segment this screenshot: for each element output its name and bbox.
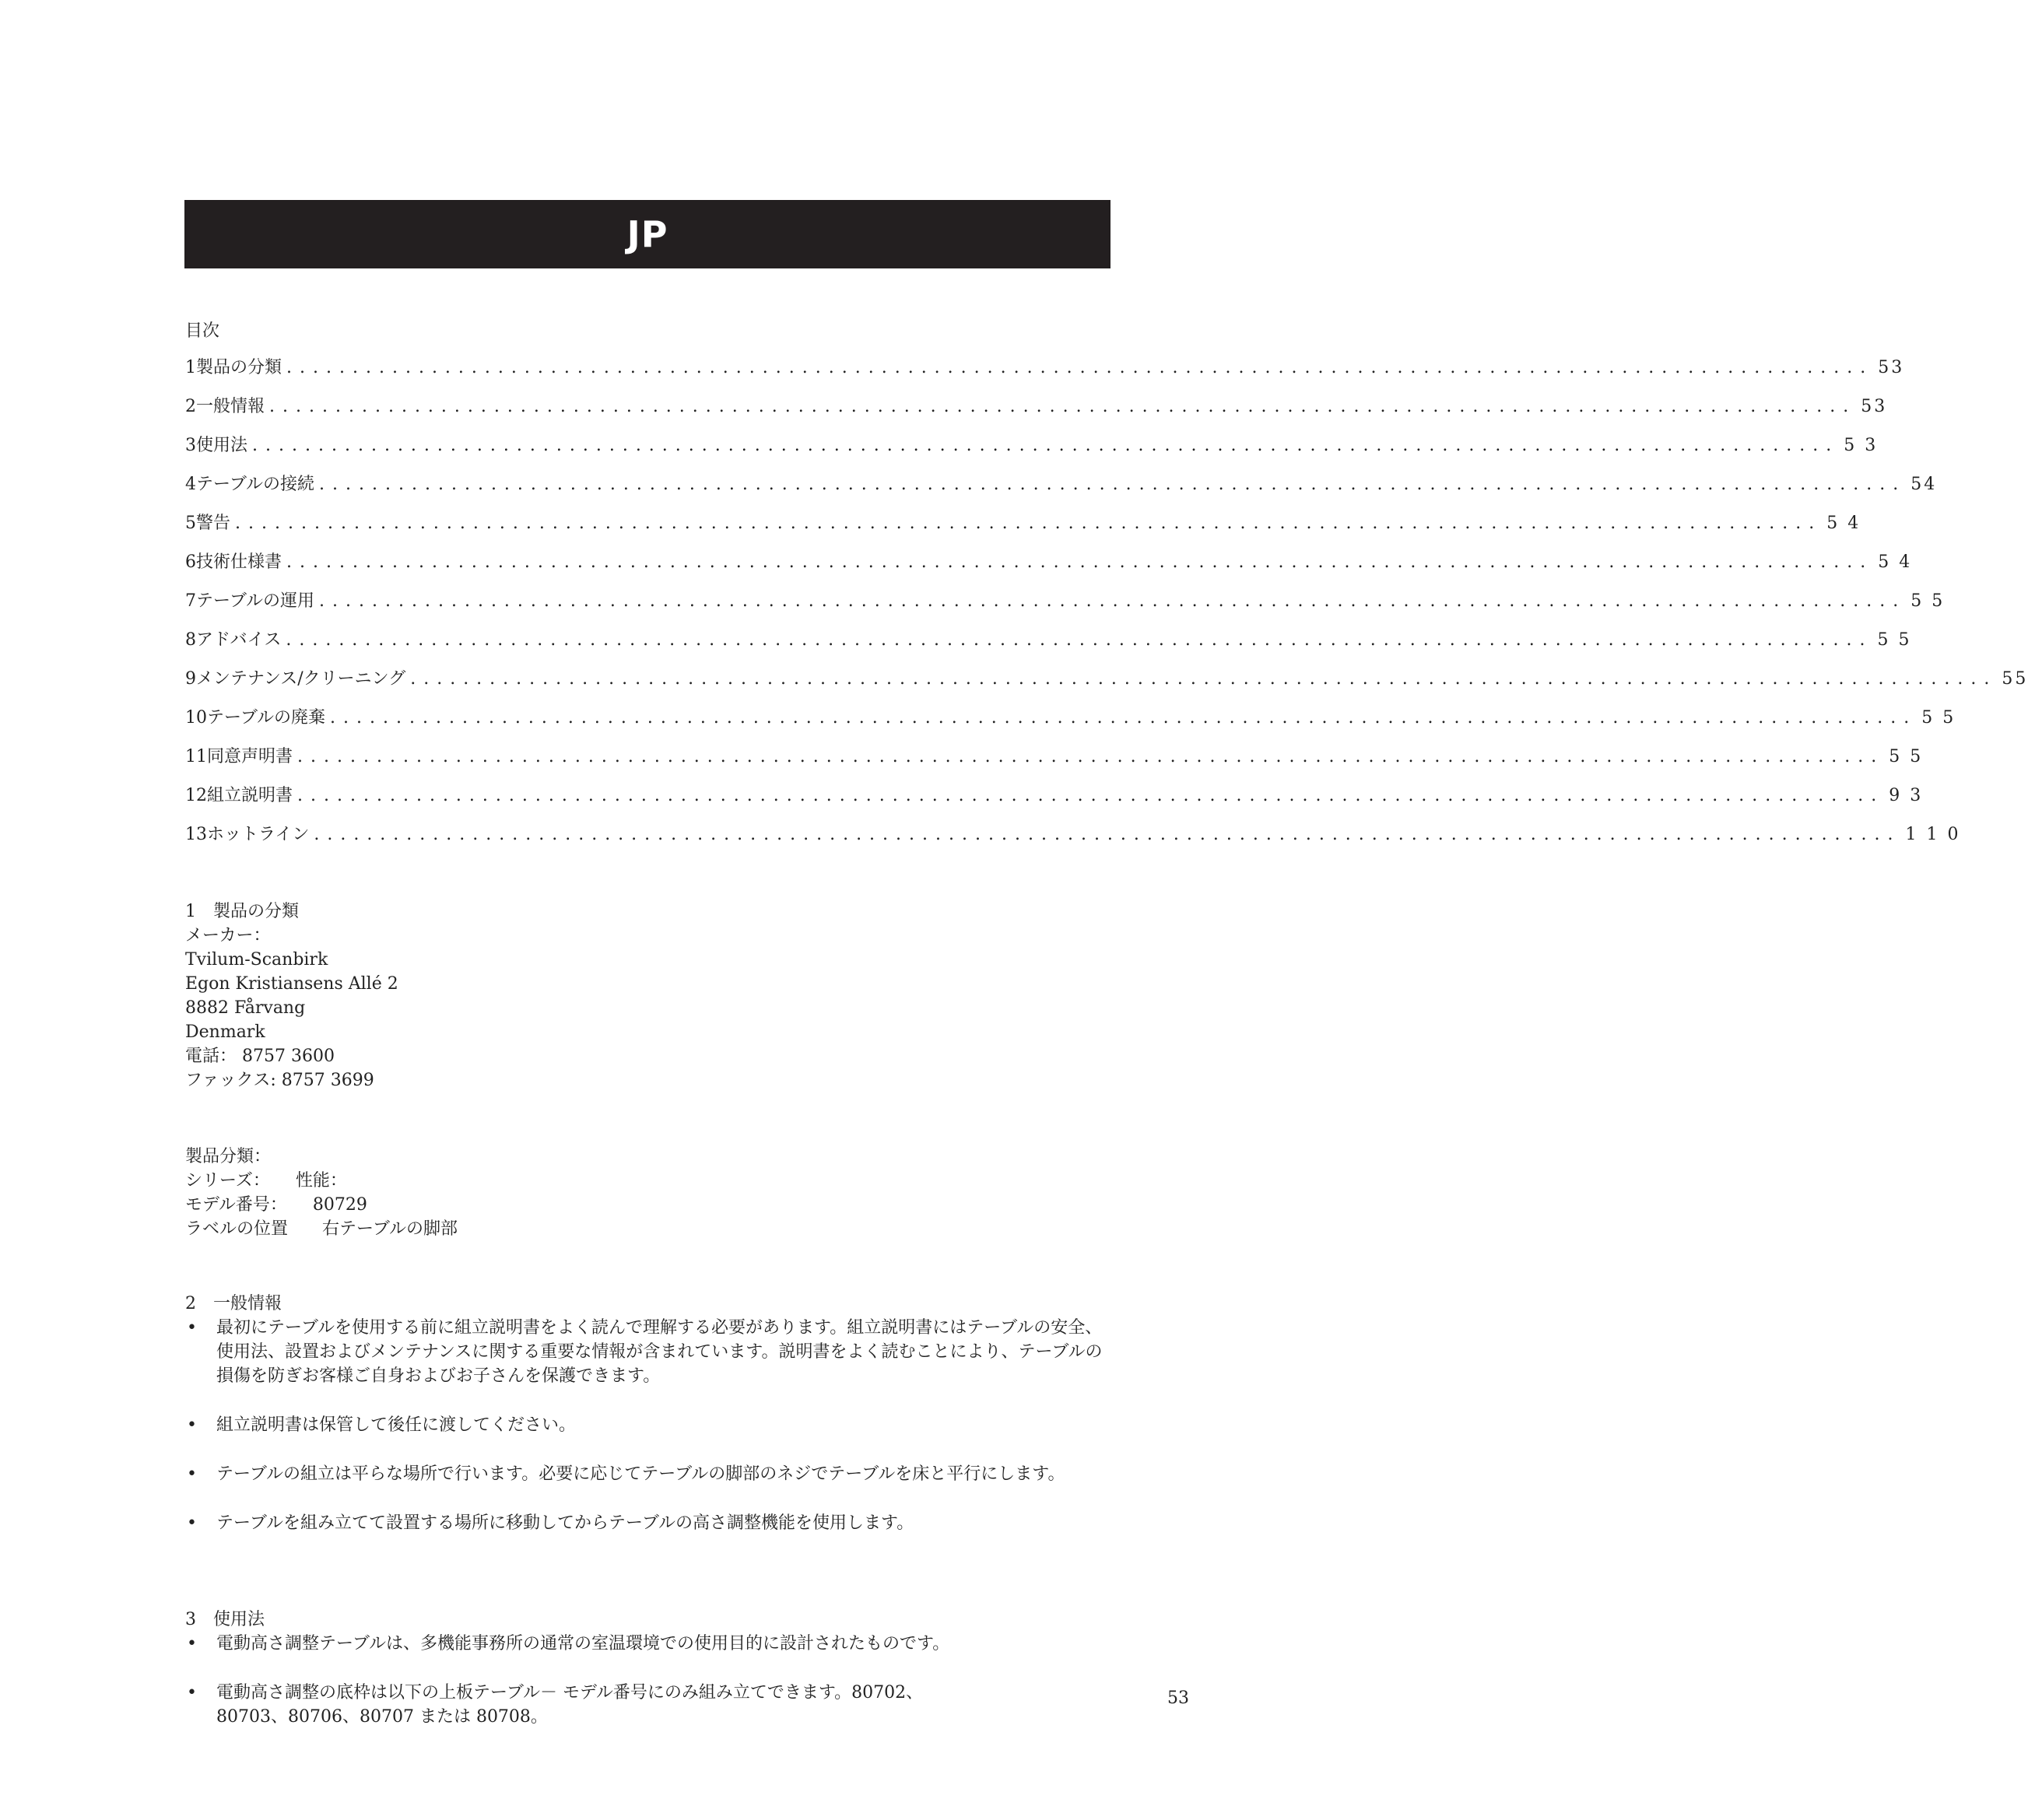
- toc-number: 4: [185, 475, 196, 494]
- list-item-text: テーブルの組立は平らな場所で行います。必要に応じてテーブルの脚部のネジでテーブルを床と平行にします。: [216, 1464, 1065, 1484]
- toc-leader-dots: ........................................................................................................................: [330, 708, 1917, 728]
- toc-row[interactable]: [185, 549, 1913, 587]
- bullet-icon: •: [187, 1415, 197, 1435]
- bullet-icon: •: [187, 1318, 197, 1338]
- product-classification-details: [185, 1145, 458, 1241]
- toc-page: 9 3: [1889, 786, 1924, 805]
- toc-title: 目次: [185, 321, 220, 341]
- usage-list: [185, 1632, 1103, 1754]
- toc-row[interactable]: [185, 665, 2028, 704]
- toc-number: 11: [185, 747, 207, 766]
- toc-number: 9: [185, 669, 196, 689]
- toc-row[interactable]: [185, 587, 1946, 626]
- toc-page: 5 5: [1889, 747, 1924, 766]
- toc-row[interactable]: [185, 704, 1956, 743]
- toc-row[interactable]: [185, 782, 1924, 821]
- toc-row[interactable]: [185, 626, 1912, 665]
- toc-label: 技術仕様書: [196, 552, 282, 572]
- toc-page: 5 5: [1910, 591, 1946, 611]
- section-product-classification: [185, 899, 398, 1092]
- toc-page: 53: [1878, 358, 1905, 377]
- toc-number: 2: [185, 397, 196, 416]
- toc-page: 53: [1861, 397, 1888, 416]
- section-usage-heading: [185, 1608, 265, 1632]
- toc-page: 1 1 0: [1905, 825, 1961, 844]
- list-item-text: 組立説明書は保管して後任に渡してください。: [216, 1415, 577, 1435]
- toc-number: 8: [185, 630, 196, 650]
- toc-leader-dots: ........................................................................................................................: [319, 591, 1907, 611]
- toc-page: 5 5: [1877, 630, 1912, 650]
- toc-row[interactable]: [185, 432, 1879, 471]
- model-number-line: モデル番号： 80729: [185, 1195, 367, 1215]
- fax: ファックス: 8757 3699: [185, 1071, 374, 1090]
- toc-label: 一般情報: [196, 397, 265, 416]
- toc-leader-dots: ........................................................................................................................: [286, 358, 1874, 377]
- toc-page: 54: [1910, 475, 1938, 494]
- toc-row[interactable]: [185, 393, 1888, 432]
- toc-leader-dots: ........................................................................................................................: [235, 514, 1823, 533]
- toc-row[interactable]: [185, 510, 1861, 549]
- toc-label: 使用法: [196, 436, 248, 455]
- toc-number: 5: [185, 514, 196, 533]
- toc-number: 3: [185, 436, 196, 455]
- toc-leader-dots: ........................................................................................................................: [286, 630, 1873, 650]
- phone: 電話： 8757 3600: [185, 1047, 335, 1066]
- address-country: Denmark: [185, 1022, 265, 1042]
- toc-label: 製品の分類: [196, 358, 282, 377]
- manufacturer-label: メーカー：: [185, 926, 271, 945]
- language-banner: JP: [184, 200, 1110, 268]
- toc-number: 1: [185, 358, 196, 377]
- toc-leader-dots: ........................................................................................................................: [252, 436, 1840, 455]
- toc-label: 組立説明書: [207, 786, 293, 805]
- list-item: [185, 1632, 1103, 1656]
- bullet-icon: •: [187, 1513, 197, 1533]
- toc-page: 5 4: [1826, 514, 1861, 533]
- toc-label: メンテナンス/クリーニング: [196, 669, 406, 689]
- list-item-text: 最初にテーブルを使用する前に組立説明書をよく読んで理解する必要があります。組立説明書にはテーブルの安全、使用法、設置およびメンテナンスに関する重要な情報が含まれています。説明書をよく読むことにより、テーブルの損傷を防ぎお客様ご自身およびお子さんを保護できます。: [216, 1318, 1103, 1386]
- toc-number: 10: [185, 708, 207, 728]
- toc-leader-dots: ........................................................................................................................: [286, 552, 1874, 572]
- toc-label: テーブルの廃棄: [207, 708, 326, 728]
- list-item: [185, 1316, 1119, 1388]
- list-item: [185, 1462, 1119, 1486]
- company-name: Tvilum-Scanbirk: [185, 950, 328, 970]
- address-street: Egon Kristiansens Allé 2: [185, 974, 398, 994]
- bullet-icon: •: [187, 1683, 197, 1703]
- toc-number: 12: [185, 786, 207, 805]
- toc-page: 5 5: [1921, 708, 1956, 728]
- section-general-info-heading: [185, 1292, 282, 1316]
- series-line: シリーズ： 性能：: [185, 1171, 347, 1191]
- toc-page: 5 3: [1844, 436, 1879, 455]
- list-item-text: テーブルを組み立てて設置する場所に移動してからテーブルの高さ調整機能を使用します。: [216, 1513, 914, 1533]
- toc-page: 55: [2002, 669, 2028, 689]
- toc-number: 6: [185, 552, 196, 572]
- toc-row[interactable]: [185, 471, 1938, 510]
- toc-leader-dots: ........................................................................................................................: [297, 786, 1885, 805]
- toc-leader-dots: ........................................................................................................................: [314, 825, 1901, 844]
- toc-label: テーブルの運用: [196, 591, 315, 611]
- list-item-text: 電動高さ調整テーブルは、多機能事務所の通常の室温環境での使用目的に設計されたものです。: [216, 1634, 950, 1653]
- list-item: [185, 1681, 1103, 1729]
- toc-number: 7: [185, 591, 196, 611]
- toc-label: 同意声明書: [207, 747, 293, 766]
- page-number: 53: [1167, 1688, 1189, 1708]
- toc-row[interactable]: [185, 354, 1905, 393]
- classification-heading: 製品分類：: [185, 1147, 272, 1166]
- toc-label: ホットライン: [207, 825, 310, 844]
- toc-number: 13: [185, 825, 207, 844]
- section-heading: 1 製品の分類: [185, 902, 299, 921]
- toc-label: アドバイス: [196, 630, 282, 650]
- list-item-text: 電動高さ調整の底枠は以下の上板テーブル－ モデル番号にのみ組み立てできます。80702、80703、80706、80707 または 80708。: [216, 1683, 924, 1727]
- toc-leader-dots: ........................................................................................................................: [319, 475, 1907, 494]
- toc-row[interactable]: [185, 821, 1961, 860]
- list-item: [185, 1511, 1119, 1535]
- label-position-line: ラベルの位置 右テーブルの脚部: [185, 1219, 458, 1239]
- toc-leader-dots: ........................................................................................................................: [297, 747, 1885, 766]
- toc-leader-dots: ........................................................................................................................: [410, 669, 1998, 689]
- table-of-contents: [185, 354, 2028, 860]
- toc-row[interactable]: [185, 743, 1924, 782]
- bullet-icon: •: [187, 1464, 197, 1484]
- toc-leader-dots: ........................................................................................................................: [269, 397, 1857, 416]
- list-item: [185, 1413, 1119, 1437]
- toc-page: 5 4: [1878, 552, 1913, 572]
- bullet-icon: •: [187, 1634, 197, 1653]
- general-info-list: [185, 1316, 1119, 1560]
- toc-label: 警告: [196, 514, 231, 533]
- toc-label: テーブルの接続: [196, 475, 315, 494]
- section-heading: 2 一般情報: [185, 1294, 282, 1313]
- section-heading: 3 使用法: [185, 1610, 265, 1629]
- address-city: 8882 Fårvang: [185, 998, 306, 1018]
